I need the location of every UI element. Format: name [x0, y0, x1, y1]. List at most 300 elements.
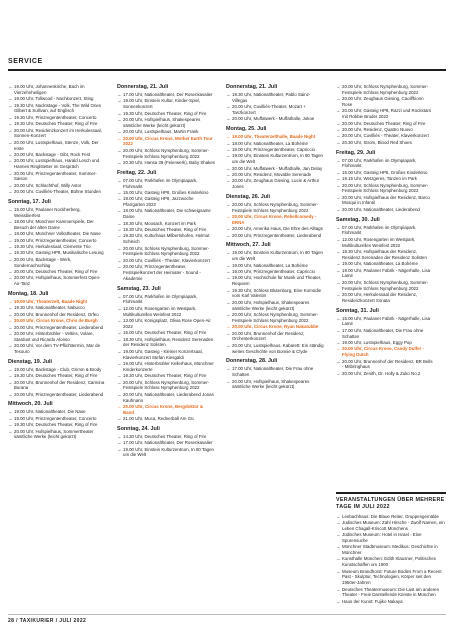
event-item: [336, 268, 434, 280]
arrow-icon: →: [117, 110, 122, 116]
arrow-icon: →: [8, 170, 13, 176]
arrow-icon: →: [8, 343, 13, 349]
event-item: [336, 170, 434, 176]
arrow-icon: →: [8, 121, 13, 127]
arrow-icon: →: [226, 226, 231, 232]
event-text: 18.30 Uhr, Hofspielhaus, Residenz Serenaden der Residenz Solisten: [123, 336, 214, 348]
event-text: 15.00 Uhr, Paulaner Fabrik - Nägerhalle, Lisa Lamé: [342, 315, 431, 327]
arrow-icon: →: [336, 176, 341, 182]
arrow-icon: →: [336, 194, 341, 200]
arrow-icon: →: [8, 114, 13, 120]
arrow-icon: →: [226, 378, 231, 384]
arrow-icon: →: [117, 330, 122, 336]
day-heading: Samstag, 30. Juli: [336, 216, 380, 223]
event-item: [8, 128, 106, 140]
event-text: 18.00 Uhr, Münchner Volkstheater, Die Nase: [14, 231, 101, 237]
arrow-icon: →: [226, 178, 231, 184]
arrow-icon: →: [117, 245, 122, 251]
event-text: 19.30 Uhr, Deutsches Theater, Ring of Fire: [14, 373, 98, 379]
arrow-icon: →: [8, 231, 13, 237]
arrow-icon: →: [336, 224, 341, 230]
event-text: 19.30 Uhr, Deutsches Theater, Ring of Fire: [123, 227, 207, 233]
event-text: Jüdisches Museum: Hotel in Israel - Eine Spurensuche: [342, 532, 422, 543]
event-text: 15.00 Uhr, Gasteig HP8, Großes Kinderkino: [123, 189, 209, 195]
event-text: 07.00 Uhr, Parkhafen im Olympiapark, Flohmarkt: [123, 177, 198, 189]
arrow-icon: →: [8, 373, 13, 379]
day-heading: Mittwoch, 27. Juli: [226, 242, 271, 249]
event-text: 20.00 Uhr, Deutsches Theater, Ring of Fire: [14, 269, 98, 274]
multi-day-event-item: [336, 544, 446, 556]
event-text: 18.30 Uhr, Hofspielhaus der Residenz, Residenz Serenaden der Residenz Solisten: [342, 249, 427, 260]
event-item: [8, 158, 106, 170]
arrow-icon: →: [117, 391, 122, 397]
event-text: 20.00 Uhr, Deutsches Theater, Ring of Fire: [342, 120, 426, 126]
event-item: [336, 316, 434, 328]
multi-day-event-item: [336, 556, 446, 568]
event-text: 20.00 Uhr, Schloss Nymphenburg, Sommer-Festspiele Schloss Nymphenburg 2022: [232, 201, 319, 213]
arrow-icon: →: [226, 92, 231, 97]
event-item: [8, 189, 106, 195]
event-text: 20.00 Uhr, Nationaltheater, Liederabend: [342, 206, 420, 212]
arrow-icon: →: [336, 267, 341, 273]
arrow-icon: →: [117, 189, 122, 195]
arrow-icon: →: [336, 586, 341, 592]
event-item: [8, 409, 106, 415]
event-item: [8, 219, 106, 231]
event-text: 20.00 Uhr, Hofspielhaus, Sommerfest Open-Air-Tanz: [14, 275, 101, 287]
event-text: 18.00 Uhr, Nationaltheater, Die schweigsame Dame: [123, 208, 211, 220]
arrow-icon: →: [336, 339, 341, 345]
event-item: [117, 196, 215, 208]
arrow-icon: →: [226, 366, 231, 372]
event-item: [336, 195, 434, 207]
arrow-icon: →: [226, 262, 231, 268]
arrow-icon: →: [117, 135, 122, 141]
event-item: [336, 249, 434, 261]
event-text: 19.00 Uhr, Hinterbrühler Kellerhaus, Münchner Kinderkonzerte: [123, 360, 214, 372]
event-item: [336, 346, 434, 358]
arrow-icon: →: [8, 269, 13, 274]
arrow-icon: →: [226, 134, 231, 140]
event-text: 19.00 Uhr, Prinzregententheater, Concerto: [14, 237, 97, 243]
multi-day-event-item: [336, 532, 446, 544]
event-item: [336, 183, 434, 195]
event-item: [226, 379, 324, 391]
arrow-icon: →: [226, 201, 231, 207]
arrow-icon: →: [8, 182, 13, 188]
arrow-icon: →: [336, 120, 341, 126]
footer-divider: [8, 614, 446, 615]
event-text: 20.00 Uhr, Backstage - Gibt, Rock Fest: [14, 151, 91, 157]
event-text: 20.00 Uhr, Hofspielhaus, Shakespeares sämtliche Werke (leicht gekürzt): [123, 116, 201, 128]
event-item: [226, 226, 324, 232]
arrow-icon: →: [336, 598, 341, 604]
arrow-icon: →: [336, 108, 341, 114]
event-item: [8, 392, 106, 398]
event-text: 20.00 Uhr, Lustspielhaus, Martin Frank: [123, 129, 199, 135]
arrow-icon: →: [8, 324, 13, 330]
event-item: [336, 261, 434, 267]
arrow-icon: →: [8, 151, 13, 157]
event-text: 19.30 Uhr, Kulturhaus Milbertshofen, Helmut Schleich: [123, 233, 210, 245]
event-item: [226, 116, 324, 122]
event-text: 20.30 Uhr, Hansa 39 (Feierwerk), Baby Shakes: [123, 159, 216, 165]
arrow-icon: →: [8, 379, 13, 385]
event-item: [117, 337, 215, 349]
event-text: 17.00 Uhr, Nationaltheater, Die Frau ohne Schatten: [342, 327, 424, 339]
arrow-icon: →: [117, 147, 122, 153]
event-text: 20.00 Uhr, Prinzregententheater, Sommer-Saison: [14, 170, 97, 182]
arrow-icon: →: [8, 409, 13, 415]
event-text: 19.00 Uhr, Einstein Kulturzentrum, In 80 Tagen um die Welt: [123, 446, 214, 458]
event-text: 19.00 Uhr, Gasteig - Kleiner Konzertsaal, Klavierkonzert Stefan Kiesgaldi: [123, 348, 203, 360]
arrow-icon: →: [117, 305, 122, 311]
arrow-icon: →: [8, 237, 13, 243]
arrow-icon: →: [226, 146, 231, 152]
arrow-icon: →: [226, 214, 231, 220]
event-item: [8, 312, 106, 318]
arrow-icon: →: [8, 428, 13, 434]
event-text: 19.15 Uhr, Wetzgeres, Tanzen im Park: [342, 176, 418, 182]
event-text: 19.00 Uhr, Prinzregententheater, Concerto: [14, 415, 97, 421]
arrow-icon: →: [226, 342, 231, 348]
event-text: 20.00 Uhr, Hofspielhaus, Shakespeares sämtliche Werke (leicht gekürzt): [232, 299, 310, 311]
event-text: 20.00 Uhr, Cuvilliés-Theater, Mozart + Tanzkonzert: [232, 104, 306, 115]
multi-day-event-item: [336, 520, 446, 532]
event-text: 20.00 Uhr, Zenith, Dr. Holly & Zuko No.2: [342, 370, 421, 376]
event-text: 07.00 Uhr, Parkhafen im Olympiapark, Flohmarkt: [342, 224, 417, 236]
event-item: [8, 325, 106, 331]
day-heading: Donnerstag, 21. Juli: [117, 84, 169, 90]
event-text: 07.00 Uhr, Parkhafen im Olympiapark, Flohmarkt: [123, 293, 198, 305]
event-text: 19.00 Uhr, Nationaltheater, Die Nase: [14, 409, 86, 415]
event-item: [226, 172, 324, 178]
event-text: Kunsthalle München: Edith Klausner, Politisches Kunstschaffen um 1900: [342, 556, 436, 568]
event-item: [336, 207, 434, 213]
event-text: 20.00 Uhr, Schloss Nymphenburg, Sommer-Festspiele Schloss Nymphenburg 2022: [232, 312, 319, 323]
arrow-icon: →: [8, 219, 13, 225]
multi-day-event-item: [336, 569, 446, 586]
event-item: [336, 371, 434, 377]
event-text: 20.00 Uhr, Schloss Nymphenburg, Sommer-Festspiele Schloss Nymphenburg 2022: [123, 245, 210, 257]
event-item: [117, 221, 215, 227]
arrow-icon: →: [226, 153, 231, 159]
event-item: [8, 257, 106, 269]
event-text: 20.00 Uhr, Brunnenhof der Residenz, Orchesterkonzert: [232, 330, 305, 342]
calendar-column-2: [117, 84, 215, 459]
multi-day-divider: [336, 492, 446, 494]
arrow-icon: →: [117, 373, 122, 379]
event-text: 20.00 Uhr, Muffatwerk - Muffathalle, Jokoe: [232, 116, 315, 122]
event-item: [117, 117, 215, 129]
event-item: [8, 299, 106, 305]
event-text: 20.00 Uhr, Hinterbrühler - Veltins, Volare, Stardust und Ricardo Alonso: [14, 330, 94, 342]
arrow-icon: →: [336, 370, 341, 376]
arrow-icon: →: [336, 133, 341, 139]
event-text: 20.00 Uhr, Herkulessaal der Residenz, Residenzkonzert Sonata: [342, 292, 418, 303]
arrow-icon: →: [226, 140, 231, 146]
event-item: [336, 280, 434, 292]
event-text: 20.00 Uhr, Circus Krone, Rebellcomedy - ERNA: [232, 214, 317, 225]
event-text: 19.00 Uhr, Prinzregententheater, Capriccio: [232, 269, 315, 275]
event-text: 15.00 Uhr, Gasteig HP8, Großes Kinderkino: [342, 169, 428, 175]
event-text: 20.00 Uhr, Schlachthof, Willy Astor: [14, 182, 82, 188]
event-text: 21.00 Uhr, Muca, Rednerball Am Gü: [123, 416, 194, 422]
event-item: [226, 288, 324, 300]
arrow-icon: →: [336, 169, 341, 175]
event-item: [117, 233, 215, 245]
event-item: [117, 246, 215, 258]
event-item: [8, 343, 106, 355]
arrow-icon: →: [117, 227, 122, 233]
event-item: [8, 422, 106, 428]
event-item: [117, 373, 215, 379]
arrow-icon: →: [336, 182, 341, 188]
arrow-icon: →: [8, 206, 13, 212]
arrow-icon: →: [336, 315, 341, 321]
event-text: 19.30 Uhr, Deutsches Theater, Ring of Fire: [14, 121, 98, 127]
event-item: [226, 141, 324, 147]
event-item: [226, 202, 324, 214]
event-text: 20.00 Uhr, Lustspielhaus, Kabarett: Ein ständig weites Geschichte von Bonnie & Clyde: [232, 342, 324, 354]
event-text: 19.00 Uhr, Nationaltheater, La Bohème: [342, 261, 418, 267]
event-item: [117, 447, 215, 459]
arrow-icon: →: [336, 96, 341, 102]
event-text: 07.00 Uhr, Parkhafen im Olympiapark, Flohmarkt: [342, 157, 417, 169]
event-item: [336, 96, 434, 108]
event-item: [117, 361, 215, 373]
arrow-icon: →: [8, 391, 13, 397]
event-text: 12.00 Uhr, Rosengarten im Westpark, Multikulturelles Weinfest 2022: [123, 305, 197, 317]
arrow-icon: →: [117, 196, 122, 202]
event-item: [117, 111, 215, 117]
arrow-icon: →: [336, 236, 341, 242]
event-text: 20.00 Uhr, Prinzregententheater, Liederabend: [14, 324, 104, 330]
arrow-icon: →: [336, 358, 341, 364]
event-item: [336, 359, 434, 371]
arrow-icon: →: [336, 513, 341, 519]
day-heading: Montag, 25. Juli: [226, 126, 267, 133]
event-item: [8, 152, 106, 158]
event-item: [8, 416, 106, 422]
arrow-icon: →: [117, 177, 122, 183]
event-item: [8, 269, 106, 275]
event-item: [8, 250, 106, 256]
event-text: 15.00 Uhr, Paulaner Nockherberg, Weissbierfest: [14, 206, 81, 218]
event-item: [226, 178, 324, 190]
event-item: [226, 250, 324, 262]
arrow-icon: →: [8, 415, 13, 421]
event-text: 19.00 Uhr, Prinzregententheater, Capriccio: [232, 146, 315, 152]
arrow-icon: →: [8, 256, 13, 262]
event-text: 20.00 Uhr, Circus Krone, Chris de Burgh: [14, 318, 98, 324]
event-text: 20.00 Uhr, Brunnenhof der Residenz, Orfeo: [14, 311, 99, 317]
event-text: 19.30 Uhr, Nacktstage - Volk, The Wild Ones Gilbert & Sullivan, auf Englisch: [14, 102, 102, 114]
event-text: 20.00 Uhr, Cuvilliés - Theater, Klavierkonzert: [123, 257, 210, 263]
arrow-icon: →: [226, 165, 231, 171]
event-item: [336, 158, 434, 170]
event-text: 18.00 Uhr, Nationaltheater, La Bohème: [232, 140, 308, 146]
arrow-icon: →: [117, 440, 122, 446]
event-item: [226, 134, 324, 140]
arrow-icon: →: [226, 275, 231, 281]
day-heading: Freitag, 22. Juli: [117, 169, 157, 176]
event-text: 19.30 Uhr, Gasteig HP8, Musikalische Lesung: [14, 250, 104, 256]
arrow-icon: →: [8, 318, 13, 324]
event-item: [117, 92, 215, 98]
day-heading: Sonntag, 24. Juli: [117, 425, 160, 432]
multi-day-event-item: [336, 587, 446, 599]
event-text: 19.30 Uhr, Nationaltheater, Nabucco: [14, 305, 85, 311]
event-text: 20.00 Uhr, Zeughaus Giesing, Caoilfhionn Rose: [342, 96, 424, 107]
event-item: [8, 367, 106, 373]
event-item: [8, 96, 106, 102]
event-item: [8, 121, 106, 127]
event-text: 20.00 Uhr, Muffatwerk - Muffathalle, Jan Delay: [232, 165, 323, 171]
event-item: [336, 108, 434, 120]
event-item: [336, 133, 434, 139]
event-item: [117, 98, 215, 110]
arrow-icon: →: [8, 127, 13, 133]
arrow-icon: →: [226, 312, 231, 317]
arrow-icon: →: [117, 360, 122, 366]
arrow-icon: →: [226, 116, 231, 122]
arrow-icon: →: [226, 250, 231, 256]
event-item: [8, 171, 106, 183]
event-item: [8, 244, 106, 250]
arrow-icon: →: [336, 84, 341, 89]
arrow-icon: →: [117, 116, 122, 122]
event-text: 20.00 Uhr, Circus Krone, Ryan Nakatubbe: [232, 324, 319, 330]
event-item: [226, 233, 324, 239]
event-item: [226, 269, 324, 275]
arrow-icon: →: [117, 208, 122, 214]
event-item: [226, 104, 324, 116]
arrow-icon: →: [336, 139, 341, 145]
header-divider: [8, 69, 446, 71]
event-item: [8, 183, 106, 189]
event-item: [226, 275, 324, 287]
arrow-icon: →: [117, 336, 122, 342]
event-text: 17.00 Uhr, Nationaltheater, Die Frau ohne Schatten: [232, 366, 314, 378]
arrow-icon: →: [336, 519, 341, 525]
arrow-icon: →: [336, 544, 341, 550]
arrow-icon: →: [8, 158, 13, 164]
arrow-icon: →: [226, 324, 231, 330]
event-item: [8, 275, 106, 287]
event-text: 20.00 Uhr, Schloss Nymphenburg, Sommer-Festspiele Schloss Nymphenburg 2022: [123, 379, 210, 391]
event-text: 20.00 Uhr, Brunnenhof der Residenz, BR Bells - Mitbringhaus: [342, 358, 433, 370]
event-item: [117, 208, 215, 220]
event-item: [117, 306, 215, 318]
event-item: [8, 318, 106, 324]
event-item: [336, 176, 434, 182]
event-text: 20.00 Uhr, Hofspielhaus der Residenz, Barco Mosqui in Infantil: [342, 194, 430, 206]
day-heading: Dienstag, 26. Juli: [226, 193, 271, 200]
event-item: [8, 305, 106, 311]
arrow-icon: →: [117, 257, 122, 263]
event-item: [117, 318, 215, 330]
arrow-icon: →: [8, 96, 13, 102]
event-text: 15.00 Uhr, Deutsches Theater, Ring of Fire: [123, 330, 207, 336]
event-text: 13.00 Uhr, Königsplatz, Olivia Rose Open-Air 2022: [123, 317, 211, 329]
event-item: [8, 331, 106, 343]
event-item: [226, 324, 324, 330]
event-item: [336, 237, 434, 249]
calendar-column-1: [8, 84, 106, 441]
event-text: 19.00 Uhr, Theaterzelt, Baade Night: [14, 298, 88, 304]
event-item: [8, 103, 106, 115]
event-text: 20.00 Uhr, Schloss Nymphenburg, Sommer-Festspiele Schloss Nymphenburg 2022: [342, 279, 429, 291]
event-item: [8, 429, 106, 441]
event-text: Haus der Kunst: Fujiko Nakaya: [342, 598, 403, 604]
arrow-icon: →: [336, 568, 341, 574]
section-header: [0, 56, 454, 72]
event-item: [226, 300, 324, 312]
event-item: [117, 129, 215, 135]
arrow-icon: →: [336, 206, 341, 212]
arrow-icon: →: [117, 264, 122, 270]
event-item: [226, 214, 324, 226]
event-item: [117, 227, 215, 233]
event-item: [8, 115, 106, 121]
event-text: 19.00 Uhr, Einstein Kulturzentrum, In 80 Tagen um die Welt: [232, 250, 323, 262]
calendar-column-3: [226, 84, 324, 391]
arrow-icon: →: [336, 261, 341, 267]
event-text: 20.00 Uhr, Backstage - Werk, Sondernachschlag: [14, 256, 72, 268]
event-item: [8, 84, 106, 96]
event-text: 19.00 Uhr, Paulaner Fabrik - Nägerhalle, Lisa Lamé: [342, 267, 431, 279]
event-item: [8, 140, 106, 152]
page-footer: 28 / TAXIKURIER / JULI 2022: [8, 618, 87, 624]
event-item: [226, 147, 324, 153]
event-text: 20.00 Uhr, Residenzkonzert im Herkulessaal, Sonnen-Konzert: [14, 127, 102, 139]
event-item: [226, 153, 324, 165]
event-text: 20.00 Uhr, Nationaltheater, Liederabend Jonas Kaufmann: [123, 391, 214, 403]
calendar-column-4: [336, 84, 434, 377]
event-item: [117, 434, 215, 440]
arrow-icon: →: [8, 330, 13, 336]
event-text: 19.00 Uhr, Tollwood - Nachkonzert, Sting: [14, 96, 94, 102]
day-heading: Samstag, 23. Juli: [117, 285, 161, 292]
event-item: [117, 349, 215, 361]
arrow-icon: →: [336, 157, 341, 163]
event-text: 19.30 Uhr, Nationaltheater, Pablo Sainz-Villegas: [232, 92, 311, 103]
event-text: 20.00 Uhr, Zeughaus Giesing, Lucie & Arthur Jones: [232, 178, 320, 190]
event-item: [226, 92, 324, 104]
arrow-icon: →: [117, 379, 122, 385]
event-text: 19.30 Uhr, Deutsches Theater, Ring of Fire: [14, 422, 98, 428]
event-item: [226, 166, 324, 172]
arrow-icon: →: [8, 84, 13, 89]
arrow-icon: →: [8, 250, 13, 256]
event-text: 19.30 Uhr, Herkulessaal, Clemente Trio: [14, 244, 91, 250]
event-text: 19.30 Uhr, Prinzregententheater, Concerto: [14, 114, 97, 120]
arrow-icon: →: [226, 299, 231, 305]
event-text: Museum Brandhorst: Future Bodies From a Recent Past - Skulptur, Technologien, Körper seit den 1950er-Jahren: [342, 568, 442, 586]
event-text: 20.00 Uhr, Cuvilliés-Theater, Bühne Stunden: [14, 189, 101, 195]
arrow-icon: →: [8, 275, 13, 281]
arrow-icon: →: [117, 446, 122, 452]
arrow-icon: →: [117, 92, 122, 97]
event-text: 19.00 Uhr, Theaterzelthalle, Baade Night: [232, 134, 316, 140]
event-text: 19.00 Uhr, Hochschule für Musik und Theater, Requiem: [232, 275, 322, 287]
event-item: [117, 416, 215, 422]
event-item: [117, 440, 215, 446]
event-text: 20.00 Uhr, Gasteig HP8, Razzi und Rockstars mit Robbie Bruder 2022: [342, 108, 432, 120]
event-text: 20.00 Uhr, Prinzregententheater, Liederabend: [14, 391, 104, 397]
arrow-icon: →: [226, 232, 231, 238]
